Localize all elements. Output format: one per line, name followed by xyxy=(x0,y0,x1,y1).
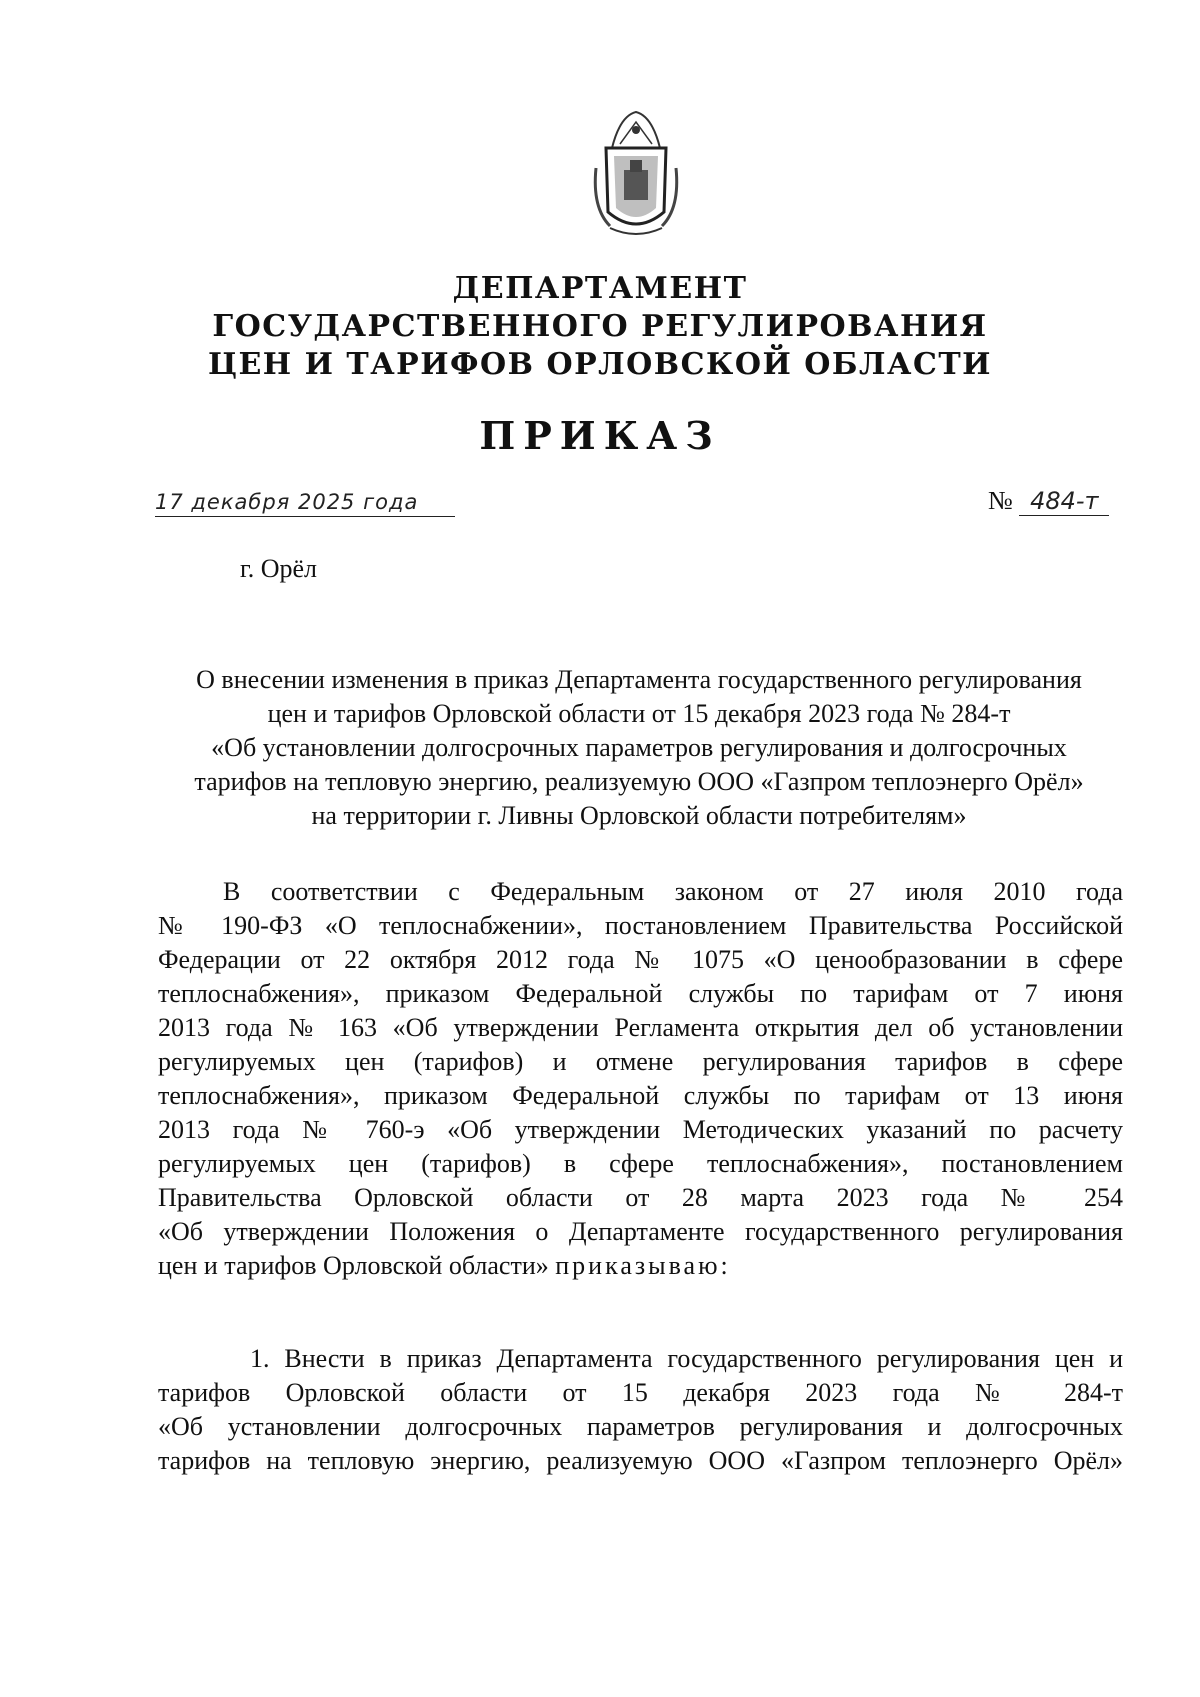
preamble-line: 2013 года № 163 «Об утверждении Регламента открытия дел об установлении xyxy=(158,1013,1123,1042)
preamble-last-text: цен и тарифов Орловской области» xyxy=(158,1251,549,1280)
city: г. Орёл xyxy=(240,554,318,583)
title-line: цен и тарифов Орловской области от 15 декабря 2023 года № 284-т xyxy=(267,699,1011,728)
title-line: на территории г. Ливны Орловской области потребителям» xyxy=(311,801,967,830)
item-line: «Об установлении долгосрочных параметров регулирования и долгосрочных xyxy=(158,1412,1123,1441)
preamble-line: 2013 года № 760-э «Об утверждении Методических указаний по расчету xyxy=(158,1115,1123,1144)
department-line-3: ЦЕН И ТАРИФОВ ОРЛОВСКОЙ ОБЛАСТИ xyxy=(207,347,993,382)
department-name xyxy=(0,270,1200,384)
order-date: 17 декабря 2025 года xyxy=(155,490,455,517)
order-command: приказываю: xyxy=(555,1251,731,1280)
preamble-line: регулируемых цен (тарифов) и отмене регулирования тарифов в сфере xyxy=(158,1047,1123,1076)
title-line: «Об установлении долгосрочных параметров регулирования и долгосрочных xyxy=(211,733,1067,762)
item-line: тарифов Орловской области от 15 декабря 2023 года № 284-т xyxy=(158,1378,1123,1407)
department-line-1: ДЕПАРТАМЕНТ xyxy=(452,271,748,306)
preamble-line: «Об утверждении Положения о Департаменте государственного регулирования xyxy=(158,1217,1123,1246)
title-line: О внесении изменения в приказ Департамента государственного регулирования xyxy=(196,665,1082,694)
preamble-line: теплоснабжения», приказом Федеральной службы по тарифам от 13 июня xyxy=(158,1081,1123,1110)
department-line-2: ГОСУДАРСТВЕННОГО РЕГУЛИРОВАНИЯ xyxy=(212,309,988,344)
item-line: тарифов на тепловую энергию, реализуемую ООО «Газпром теплоэнерго Орёл» xyxy=(158,1446,1123,1475)
order-number xyxy=(988,486,1109,516)
coat-of-arms-icon xyxy=(590,108,682,240)
preamble-line: теплоснабжения», приказом Федеральной службы по тарифам от 7 июня xyxy=(158,979,1123,1008)
item-1-paragraph xyxy=(158,1342,1123,1478)
preamble-line: регулируемых цен (тарифов) в сфере теплоснабжения», постановлением xyxy=(158,1149,1123,1178)
title-line: тарифов на тепловую энергию, реализуемую ООО «Газпром теплоэнерго Орёл» xyxy=(194,767,1084,796)
preamble-paragraph xyxy=(158,875,1123,1283)
item-line: 1. Внести в приказ Департамента государственного регулирования цен и xyxy=(250,1344,1123,1373)
preamble-last-line xyxy=(158,1249,1123,1283)
preamble-line: Федерации от 22 октября 2012 года № 1075 «О ценообразовании в сфере xyxy=(158,945,1123,974)
document-type-heading: ПРИКАЗ xyxy=(479,413,721,458)
preamble-line: № 190-ФЗ «О теплоснабжении», постановлением Правительства Российской xyxy=(158,911,1123,940)
document-title xyxy=(155,663,1123,833)
order-number-value: 484-т xyxy=(1019,487,1109,516)
number-sign: № xyxy=(988,486,1013,515)
preamble-line: В соответствии с Федеральным законом от 27 июля 2010 года xyxy=(223,877,1123,906)
preamble-line: Правительства Орловской области от 28 марта 2023 года № 254 xyxy=(158,1183,1123,1212)
